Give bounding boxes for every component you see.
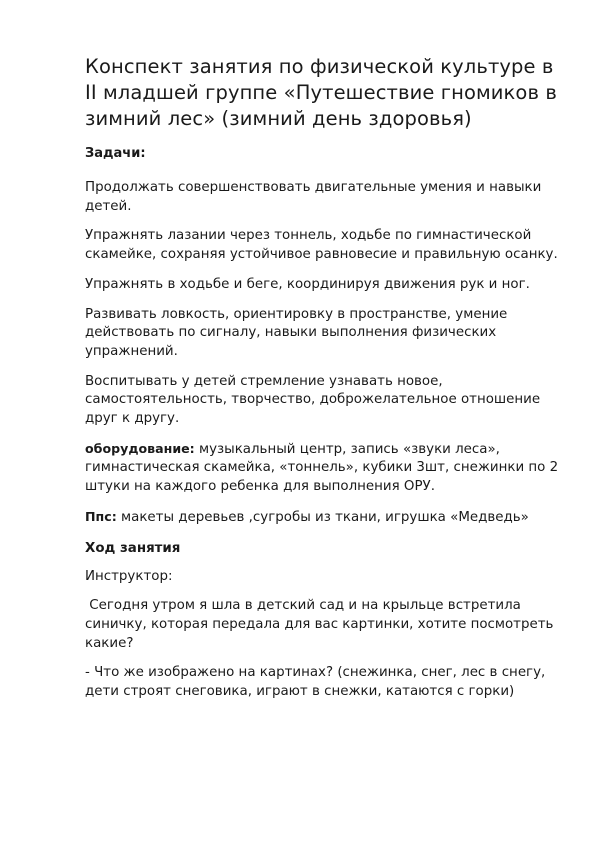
document-page: [85, 54, 565, 713]
lesson-paragraph-2: - Что же изображено на картинах? (снежинка, снег, лес в снегу, дети строят снеговика, играют в снежки, катаются с горки): [85, 665, 546, 700]
lesson-paragraph-1: Сегодня утром я шла в детский сад и на крыльце встретила синичку, которая передала для вас картинки, хотите посмотреть какие?: [85, 598, 558, 651]
document-title: Конспект занятия по физической культуре в II младшей группе «Путешествие гномиков в зимний лес» (зимний день здоровья): [85, 55, 557, 130]
task-item-2: Упражнять лазании через тоннель, ходьбе по гимнастической скамейке, сохраняя устойчивое равновесие и правильную осанку.: [85, 228, 558, 263]
lesson-heading: Ход занятия: [85, 540, 181, 556]
task-item-4: Развивать ловкость, ориентировку в пространстве, умение действовать по сигналу, навыки выполнения физических упражнений.: [85, 306, 508, 359]
pps-paragraph: [85, 508, 565, 528]
equipment-label: оборудование:: [85, 440, 195, 456]
task-item-5: Воспитывать у детей стремление узнавать новое, самостоятельность, творчество, доброжелательное отношение друг к другу.: [85, 373, 541, 427]
instructor-label: Инструктор:: [85, 568, 173, 584]
equipment-paragraph: [85, 440, 565, 497]
equipment-text: музыкальный центр, запись «звуки леса», гимнастическая скамейка, «тоннель», кубики 3шт, снежинки по 2 штуки на каждого ребенка для выполнения ОРУ.: [85, 441, 559, 495]
pps-text: макеты деревьев ,сугробы из ткани, игрушка «Медведь»: [116, 509, 529, 525]
tasks-heading: Задачи:: [85, 146, 146, 161]
task-item-3: Упражнять в ходьбе и беге, координируя движения рук и ног.: [85, 276, 530, 292]
task-item-1: Продолжать совершенствовать двигательные умения и навыки детей.: [85, 180, 542, 214]
pps-label: Ппс:: [85, 508, 117, 524]
